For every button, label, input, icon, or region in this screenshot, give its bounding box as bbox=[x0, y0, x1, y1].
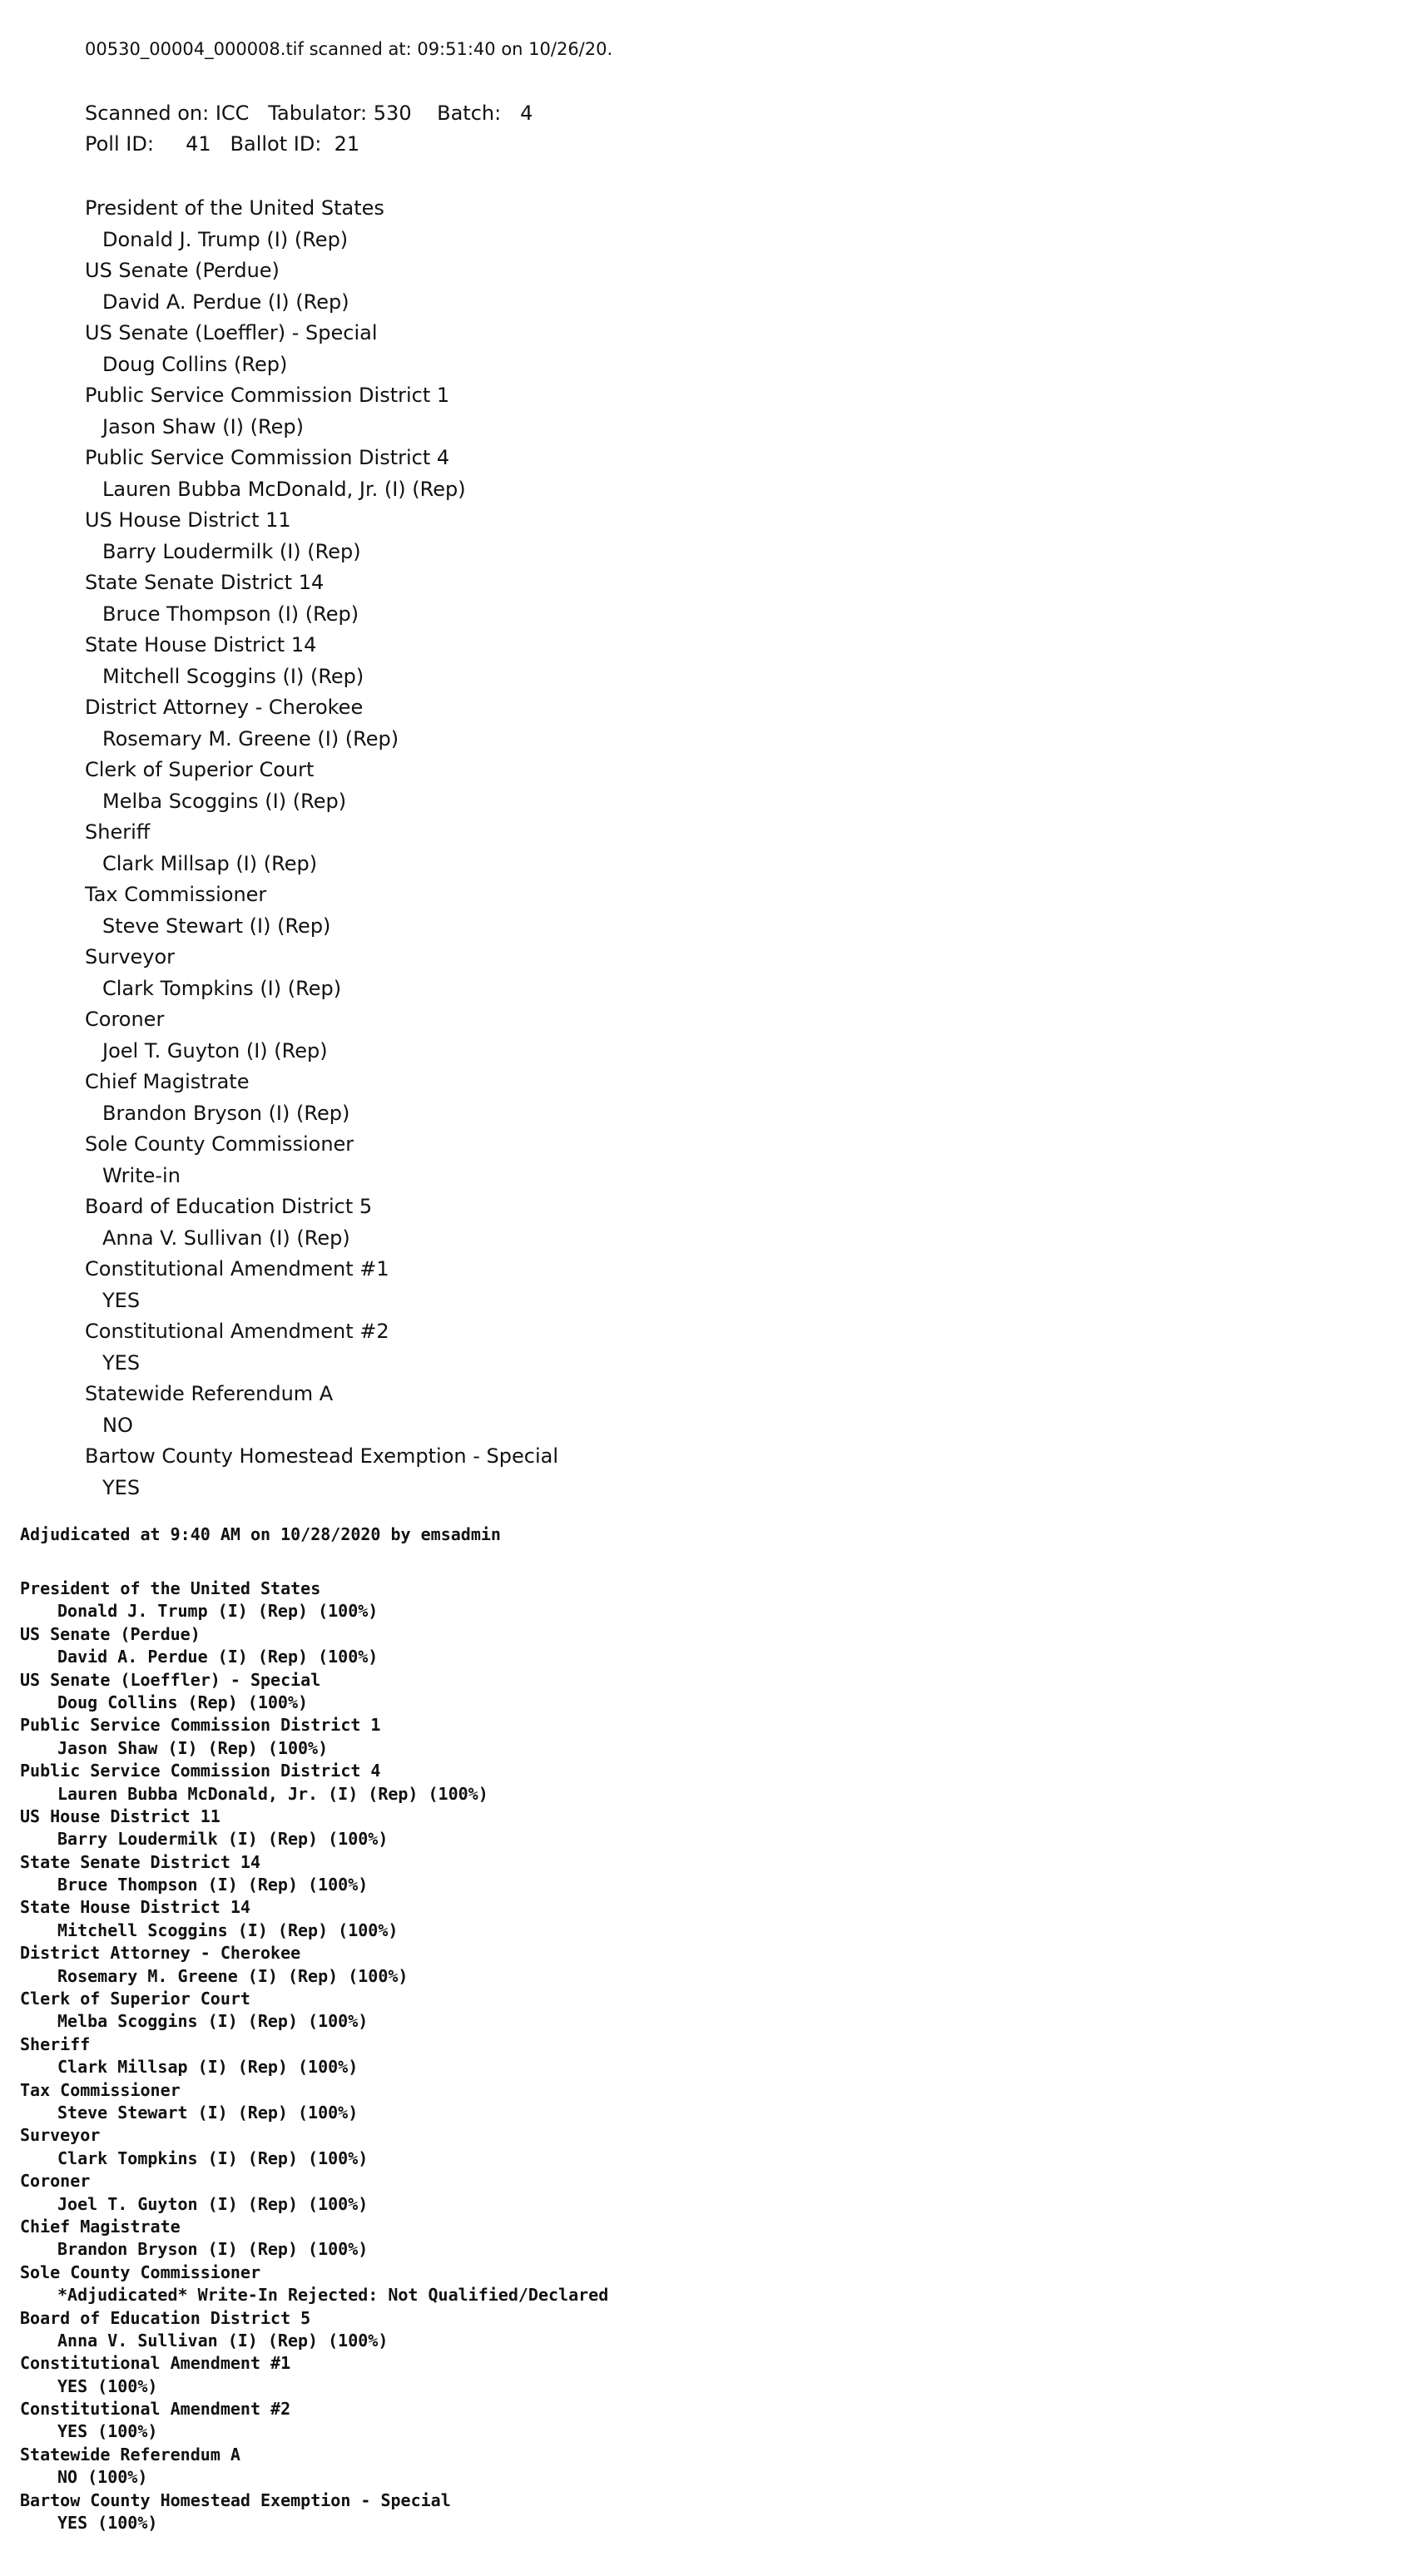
scanned-on-label: Scanned on: bbox=[85, 102, 210, 125]
contest-title: Board of Education District 5 bbox=[20, 2307, 311, 2328]
contest-choice: Jason Shaw (I) (Rep) bbox=[102, 414, 304, 438]
contest-choice: Bruce Thompson (I) (Rep) (100%) bbox=[57, 1875, 369, 1895]
contest-choice: Barry Loudermilk (I) (Rep) bbox=[102, 539, 361, 563]
contest-entry bbox=[20, 1896, 608, 1942]
contest-entry bbox=[85, 1316, 612, 1379]
scan-header: 00530_00004_000008.tif scanned at: 09:51:40 on 10/26/20. bbox=[85, 39, 613, 59]
contest-entry bbox=[20, 1578, 608, 1623]
contest-entry bbox=[85, 255, 612, 318]
contest-choice: Joel T. Guyton (I) (Rep) (100%) bbox=[57, 2193, 369, 2214]
contest-choice: Mitchell Scoggins (I) (Rep) bbox=[102, 664, 364, 688]
contest-choice: Clark Millsap (I) (Rep) bbox=[102, 851, 318, 875]
contest-title: US Senate (Loeffler) - Special bbox=[20, 1669, 321, 1690]
contest-title: Surveyor bbox=[20, 2125, 101, 2146]
contest-title: Clerk of Superior Court bbox=[85, 758, 315, 781]
contest-entry bbox=[20, 2398, 608, 2444]
contest-choice: Steve Stewart (I) (Rep) bbox=[102, 914, 331, 938]
contest-title: Constitutional Amendment #2 bbox=[20, 2399, 291, 2420]
contest-title: State House District 14 bbox=[20, 1897, 250, 1918]
contest-choice: NO bbox=[102, 1413, 133, 1437]
contest-title: Bartow County Homestead Exemption - Special bbox=[85, 1444, 558, 1468]
contest-entry bbox=[85, 755, 612, 817]
contest-title: Constitutional Amendment #1 bbox=[85, 1257, 389, 1281]
scan-meta-line-2 bbox=[85, 129, 612, 160]
contest-entry bbox=[20, 1851, 608, 1897]
contest-choice: Write-in bbox=[102, 1163, 181, 1187]
contest-choice: Brandon Bryson (I) (Rep) (100%) bbox=[57, 2239, 369, 2260]
ballot-id-value: 21 bbox=[334, 132, 360, 156]
contest-title: Surveyor bbox=[85, 945, 176, 968]
adjudication-contest-list bbox=[20, 1578, 608, 2534]
contest-choice: Donald J. Trump (I) (Rep) bbox=[102, 227, 349, 251]
scanned-on-value: ICC bbox=[215, 102, 250, 125]
ballot-id-label: Ballot ID: bbox=[230, 132, 322, 156]
contest-choice: David A. Perdue (I) (Rep) bbox=[102, 290, 349, 314]
contest-choice: Donald J. Trump (I) (Rep) (100%) bbox=[57, 1601, 379, 1622]
contest-entry bbox=[85, 692, 612, 755]
contest-entry bbox=[85, 1379, 612, 1441]
contest-title: Statewide Referendum A bbox=[85, 1382, 334, 1405]
contest-choice: NO (100%) bbox=[57, 2467, 148, 2488]
contest-entry bbox=[20, 1942, 608, 1988]
contest-title: US Senate (Perdue) bbox=[85, 259, 280, 282]
contest-entry bbox=[20, 2124, 608, 2170]
contest-title: Coroner bbox=[85, 1008, 165, 1031]
contest-entry bbox=[85, 1004, 612, 1067]
contest-choice: Mitchell Scoggins (I) (Rep) (100%) bbox=[57, 1920, 399, 1940]
contest-title: President of the United States bbox=[20, 1578, 321, 1598]
contest-title: State House District 14 bbox=[85, 633, 317, 656]
contest-choice: Anna V. Sullivan (I) (Rep) bbox=[102, 1226, 350, 1250]
contest-entry bbox=[85, 193, 612, 255]
contest-choice: Barry Loudermilk (I) (Rep) (100%) bbox=[57, 1829, 389, 1850]
batch-value: 4 bbox=[520, 102, 533, 125]
contest-entry bbox=[85, 567, 612, 630]
contest-entry bbox=[20, 2307, 608, 2353]
contest-choice: Rosemary M. Greene (I) (Rep) (100%) bbox=[57, 1965, 409, 1986]
contest-entry bbox=[85, 1129, 612, 1191]
scan-contest-list bbox=[85, 193, 612, 1503]
poll-id-value: 41 bbox=[186, 132, 211, 156]
contest-title: Public Service Commission District 1 bbox=[85, 384, 450, 407]
contest-entry bbox=[85, 1441, 612, 1503]
contest-title: US House District 11 bbox=[85, 508, 291, 532]
contest-entry bbox=[20, 1714, 608, 1760]
scan-meta-line-1 bbox=[85, 98, 612, 129]
contest-choice: Clark Millsap (I) (Rep) (100%) bbox=[57, 2057, 359, 2078]
contest-title: District Attorney - Cherokee bbox=[20, 1943, 301, 1964]
contest-choice: YES bbox=[102, 1288, 141, 1312]
contest-choice: Brandon Bryson (I) (Rep) bbox=[102, 1101, 350, 1125]
contest-title: Public Service Commission District 1 bbox=[20, 1715, 381, 1736]
contest-title: US Senate (Loeffler) - Special bbox=[85, 321, 378, 344]
contest-entry bbox=[85, 942, 612, 1004]
contest-entry bbox=[85, 817, 612, 879]
contest-choice: YES (100%) bbox=[57, 2513, 158, 2534]
contest-entry bbox=[20, 2261, 608, 2307]
contest-entry bbox=[85, 1067, 612, 1129]
contest-title: US Senate (Perdue) bbox=[20, 1623, 201, 1644]
contest-choice: Anna V. Sullivan (I) (Rep) (100%) bbox=[57, 2330, 389, 2351]
contest-title: Coroner bbox=[20, 2171, 91, 2192]
contest-choice: Melba Scoggins (I) (Rep) (100%) bbox=[57, 2011, 369, 2032]
contest-entry bbox=[85, 318, 612, 380]
contest-choice: Doug Collins (Rep) (100%) bbox=[57, 1692, 309, 1712]
contest-title: Public Service Commission District 4 bbox=[85, 446, 450, 469]
contest-choice: Clark Tompkins (I) (Rep) (100%) bbox=[57, 2147, 369, 2168]
contest-title: Sole County Commissioner bbox=[20, 2261, 260, 2282]
contest-entry bbox=[20, 2170, 608, 2216]
contest-choice: Joel T. Guyton (I) (Rep) bbox=[102, 1038, 328, 1063]
contest-title: Chief Magistrate bbox=[85, 1070, 250, 1093]
contest-title: President of the United States bbox=[85, 196, 384, 220]
contest-entry bbox=[20, 1988, 608, 2034]
adjudication-record bbox=[20, 1523, 608, 2534]
contest-choice: Jason Shaw (I) (Rep) (100%) bbox=[57, 1737, 329, 1758]
contest-entry bbox=[20, 2352, 608, 2398]
contest-title: Tax Commissioner bbox=[85, 883, 267, 906]
contest-title: Chief Magistrate bbox=[20, 2216, 181, 2237]
contest-title: Sheriff bbox=[85, 820, 151, 844]
contest-choice: Melba Scoggins (I) (Rep) bbox=[102, 789, 347, 813]
contest-title: Sole County Commissioner bbox=[85, 1132, 354, 1156]
contest-title: Statewide Referendum A bbox=[20, 2444, 240, 2465]
contest-title: District Attorney - Cherokee bbox=[85, 696, 364, 719]
contest-entry bbox=[85, 505, 612, 567]
contest-choice: *Adjudicated* Write-In Rejected: Not Qualified/Declared bbox=[57, 2285, 609, 2306]
contest-entry bbox=[20, 1669, 608, 1715]
contest-entry bbox=[20, 1806, 608, 1851]
contest-choice: Rosemary M. Greene (I) (Rep) bbox=[102, 726, 399, 751]
contest-title: Bartow County Homestead Exemption - Special bbox=[20, 2489, 451, 2510]
contest-choice: YES (100%) bbox=[57, 2375, 158, 2396]
contest-choice: Steve Stewart (I) (Rep) (100%) bbox=[57, 2102, 359, 2123]
contest-choice: Clark Tompkins (I) (Rep) bbox=[102, 976, 342, 1000]
poll-id-label: Poll ID: bbox=[85, 132, 154, 156]
contest-title: Constitutional Amendment #1 bbox=[20, 2353, 291, 2374]
contest-choice: YES bbox=[102, 1475, 141, 1499]
contest-title: Public Service Commission District 4 bbox=[20, 1761, 381, 1781]
contest-choice: YES bbox=[102, 1350, 141, 1375]
contest-entry bbox=[85, 630, 612, 692]
contest-entry bbox=[20, 2034, 608, 2079]
contest-choice: Doug Collins (Rep) bbox=[102, 352, 288, 376]
contest-entry bbox=[20, 2489, 608, 2535]
contest-choice: Lauren Bubba McDonald, Jr. (I) (Rep) (100%) bbox=[57, 1783, 488, 1804]
batch-label: Batch: bbox=[437, 102, 502, 125]
tabulator-label: Tabulator: bbox=[268, 102, 368, 125]
contest-title: Board of Education District 5 bbox=[85, 1195, 373, 1218]
contest-choice: Bruce Thompson (I) (Rep) bbox=[102, 602, 359, 626]
scan-record bbox=[85, 37, 612, 1503]
contest-entry bbox=[20, 2444, 608, 2489]
contest-entry bbox=[85, 1191, 612, 1254]
contest-choice: Lauren Bubba McDonald, Jr. (I) (Rep) bbox=[102, 477, 466, 501]
contest-choice: YES (100%) bbox=[57, 2421, 158, 2442]
contest-title: State Senate District 14 bbox=[85, 571, 325, 594]
contest-entry bbox=[20, 2216, 608, 2261]
contest-title: Clerk of Superior Court bbox=[20, 1989, 250, 2009]
contest-entry bbox=[20, 2079, 608, 2125]
contest-entry bbox=[85, 1254, 612, 1316]
contest-entry bbox=[85, 879, 612, 942]
contest-title: US House District 11 bbox=[20, 1806, 220, 1826]
contest-entry bbox=[85, 443, 612, 505]
contest-entry bbox=[20, 1760, 608, 1806]
contest-entry bbox=[85, 380, 612, 443]
contest-title: State Senate District 14 bbox=[20, 1851, 260, 1872]
contest-title: Constitutional Amendment #2 bbox=[85, 1320, 389, 1343]
scan-metadata bbox=[85, 98, 612, 160]
tabulator-value: 530 bbox=[373, 102, 412, 125]
contest-title: Sheriff bbox=[20, 2034, 91, 2054]
adjudication-header: Adjudicated at 9:40 AM on 10/28/2020 by emsadmin bbox=[20, 1524, 501, 1544]
contest-choice: David A. Perdue (I) (Rep) (100%) bbox=[57, 1647, 379, 1667]
contest-entry bbox=[20, 1623, 608, 1669]
contest-title: Tax Commissioner bbox=[20, 2079, 181, 2100]
